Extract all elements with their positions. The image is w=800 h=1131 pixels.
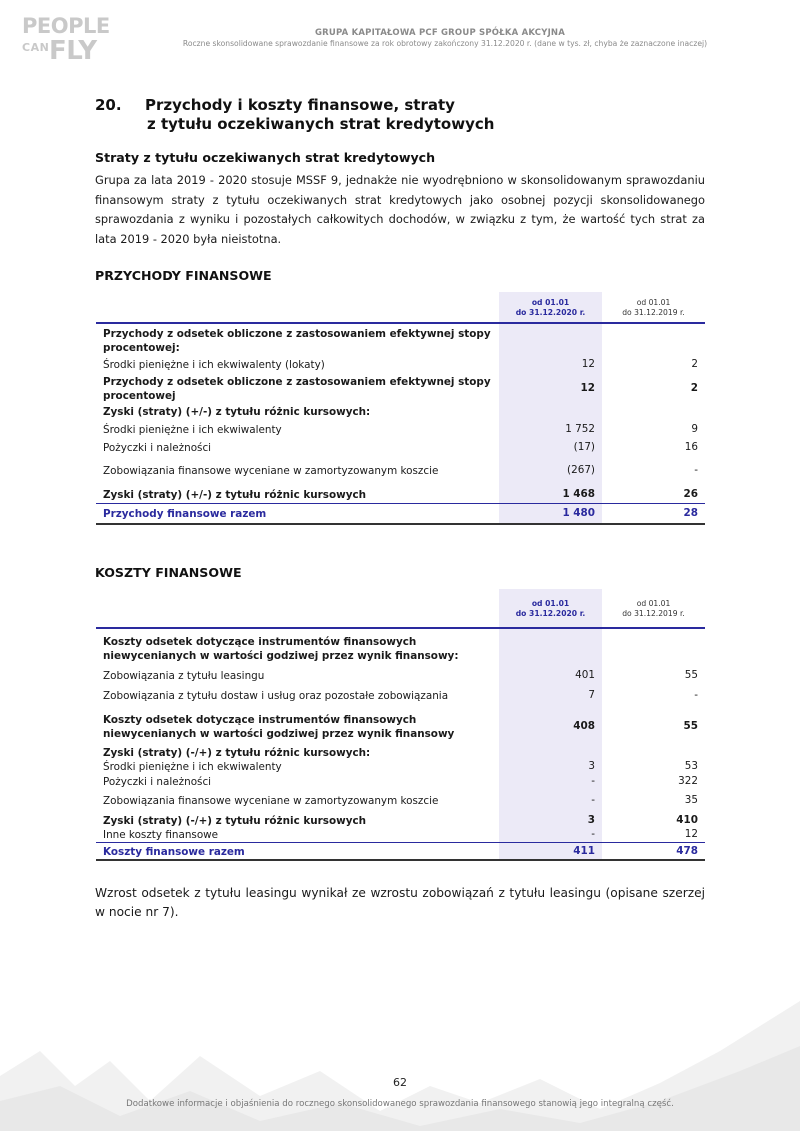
value-2020: 1 480 [562, 507, 595, 519]
logo-line-fly: FLY [49, 36, 97, 66]
cost-col-2020-line1: od 01.01 [531, 599, 570, 608]
row-label: Zobowiązania finansowe wyceniane w zamortyzowanym koszcie [103, 465, 439, 477]
logo-line-can: CAN [22, 41, 50, 54]
value-2020: (17) [573, 441, 595, 453]
value-2019: 478 [676, 845, 698, 857]
section-title-line1: Przychody i koszty finansowe, straty [145, 96, 455, 114]
logo-line-people: PEOPLE [22, 14, 110, 38]
row-label: Przychody z odsetek obliczone z zastosowaniem efektywnej stopy procentowej: [103, 328, 491, 354]
income-bottom-rule [96, 523, 705, 525]
cost-col-2019-line1: od 01.01 [636, 599, 671, 608]
value-2020: 3 [587, 814, 595, 826]
value-2019: 12 [684, 828, 698, 840]
value-2019: 16 [684, 441, 698, 453]
value-2019: 35 [684, 794, 698, 806]
cost-col-2020-header [499, 599, 602, 619]
row-label: Koszty odsetek dotyczące instrumentów finansowych niewycenianych w wartości godziwej przez wynik finansowy [103, 714, 455, 740]
income-header-rule [96, 322, 705, 324]
income-col-2019-line2: do 31.12.2019 r. [622, 308, 685, 317]
section-title-line2: z tytułu oczekiwanych strat kredytowych [147, 115, 495, 133]
value-2020: - [591, 794, 595, 806]
value-2020: 401 [575, 669, 595, 681]
value-2020: 7 [588, 689, 595, 701]
header-title: GRUPA KAPITAŁOWA PCF GROUP SPÓŁKA AKCYJNA [314, 28, 566, 38]
cost-col-2019-header [602, 599, 705, 619]
value-2020: 411 [573, 845, 595, 857]
value-2019: 410 [676, 814, 698, 826]
row-label: Zobowiązania finansowe wyceniane w zamortyzowanym koszcie [103, 795, 439, 807]
company-logo [22, 14, 110, 70]
value-2020: 12 [580, 382, 595, 394]
value-2020: 1 752 [565, 423, 595, 435]
value-2019: 322 [678, 775, 698, 787]
section-title [95, 96, 494, 134]
page-number: 62 [393, 1076, 407, 1089]
credit-losses-heading: Straty z tytułu oczekiwanych strat kredytowych [95, 150, 436, 165]
value-2019: 53 [684, 760, 698, 772]
value-2019: 28 [683, 507, 698, 519]
cost-bottom-rule [96, 859, 705, 861]
mountains-decoration [0, 991, 800, 1131]
income-col-2020-line1: od 01.01 [531, 298, 570, 307]
row-label: Zobowiązania z tytułu leasingu [103, 670, 265, 682]
row-label: Inne koszty finansowe [103, 829, 219, 841]
row-label: Zyski (straty) (+/-) z tytułu różnic kursowych [103, 489, 367, 501]
page-footer: Dodatkowe informacje i objaśnienia do rocznego skonsolidowanego sprawozdania finansowego stanowią jego integralną część. [126, 1099, 674, 1109]
value-2019: 55 [684, 669, 698, 681]
row-label: Zobowiązania z tytułu dostaw i usług oraz pozostałe zobowiązania [103, 690, 449, 702]
cost-table [96, 589, 705, 861]
income-col-2019-header [602, 298, 705, 318]
row-label: Koszty odsetek dotyczące instrumentów finansowych niewycenianych w wartości godziwej przez wynik finansowy: [103, 636, 459, 662]
value-2020: - [591, 775, 595, 787]
value-2019: 9 [691, 423, 698, 435]
value-2019: - [694, 464, 698, 476]
value-2020: 3 [588, 760, 595, 772]
income-total-rule [96, 503, 705, 504]
row-label: Środki pieniężne i ich ekwiwalenty (lokaty) [103, 359, 325, 371]
cost-total-rule [96, 842, 705, 843]
value-2019: 2 [690, 382, 698, 394]
section-number: 20. [95, 96, 122, 114]
credit-losses-paragraph: Grupa za lata 2019 - 2020 stosuje MSSF 9, jednakże nie wyodrębniono w skonsolidowanym sprawozdaniu finansowym straty z tytułu oczekiwanych strat kredytowych jako osobnej pozycji skonsolidowanego sprawozdania z wyniku i pozostałych całkowitych dochodów, w związku z tym, że wartość tych strat za lata 2019 - 2020 była nieistotna. [95, 173, 705, 246]
row-label: Zyski (straty) (+/-) z tytułu różnic kursowych: [103, 406, 371, 418]
value-2019: 55 [683, 720, 698, 732]
row-label: Zyski (straty) (-/+) z tytułu różnic kursowych [103, 815, 367, 827]
closing-paragraph: Wzrost odsetek z tytułu leasingu wynikał ze wzrostu zobowiązań z tytułu leasingu (opisane szerzej w nocie nr 7). [95, 886, 705, 919]
header-subtitle: Roczne skonsolidowane sprawozdanie finansowe za rok obrotowy zakończony 31.12.2020 r. (dane w tys. zł, chyba że zaznaczone inaczej) [182, 39, 708, 48]
value-2020: (267) [567, 464, 595, 476]
value-2020: - [591, 828, 595, 840]
row-label: Środki pieniężne i ich ekwiwalenty [103, 424, 282, 436]
value-2019: 2 [691, 358, 698, 370]
income-col-2020-header [499, 298, 602, 318]
income-table [96, 292, 705, 526]
income-col-2020-line2: do 31.12.2020 r. [515, 308, 586, 317]
row-label: Koszty finansowe razem [103, 846, 245, 858]
row-label: Zyski (straty) (-/+) z tytułu różnic kursowych: [103, 747, 371, 759]
value-2020: 1 468 [562, 488, 595, 500]
cost-col-2020-line2: do 31.12.2020 r. [515, 609, 586, 618]
row-label: Pożyczki i należności [103, 442, 212, 454]
cost-col-2019-line2: do 31.12.2019 r. [622, 609, 685, 618]
value-2019: 26 [683, 488, 698, 500]
row-label: Środki pieniężne i ich ekwiwalenty [103, 761, 282, 773]
income-table-title: PRZYCHODY FINANSOWE [95, 268, 272, 283]
value-2020: 408 [573, 720, 595, 732]
value-2019: - [694, 689, 698, 701]
income-col-2019-line1: od 01.01 [636, 298, 671, 307]
row-label: Pożyczki i należności [103, 776, 212, 788]
cost-table-title: KOSZTY FINANSOWE [95, 565, 242, 580]
row-label: Przychody z odsetek obliczone z zastosowaniem efektywnej stopy procentowej [103, 376, 491, 402]
value-2020: 12 [581, 358, 595, 370]
cost-header-rule [96, 627, 705, 629]
row-label: Przychody finansowe razem [103, 508, 267, 520]
